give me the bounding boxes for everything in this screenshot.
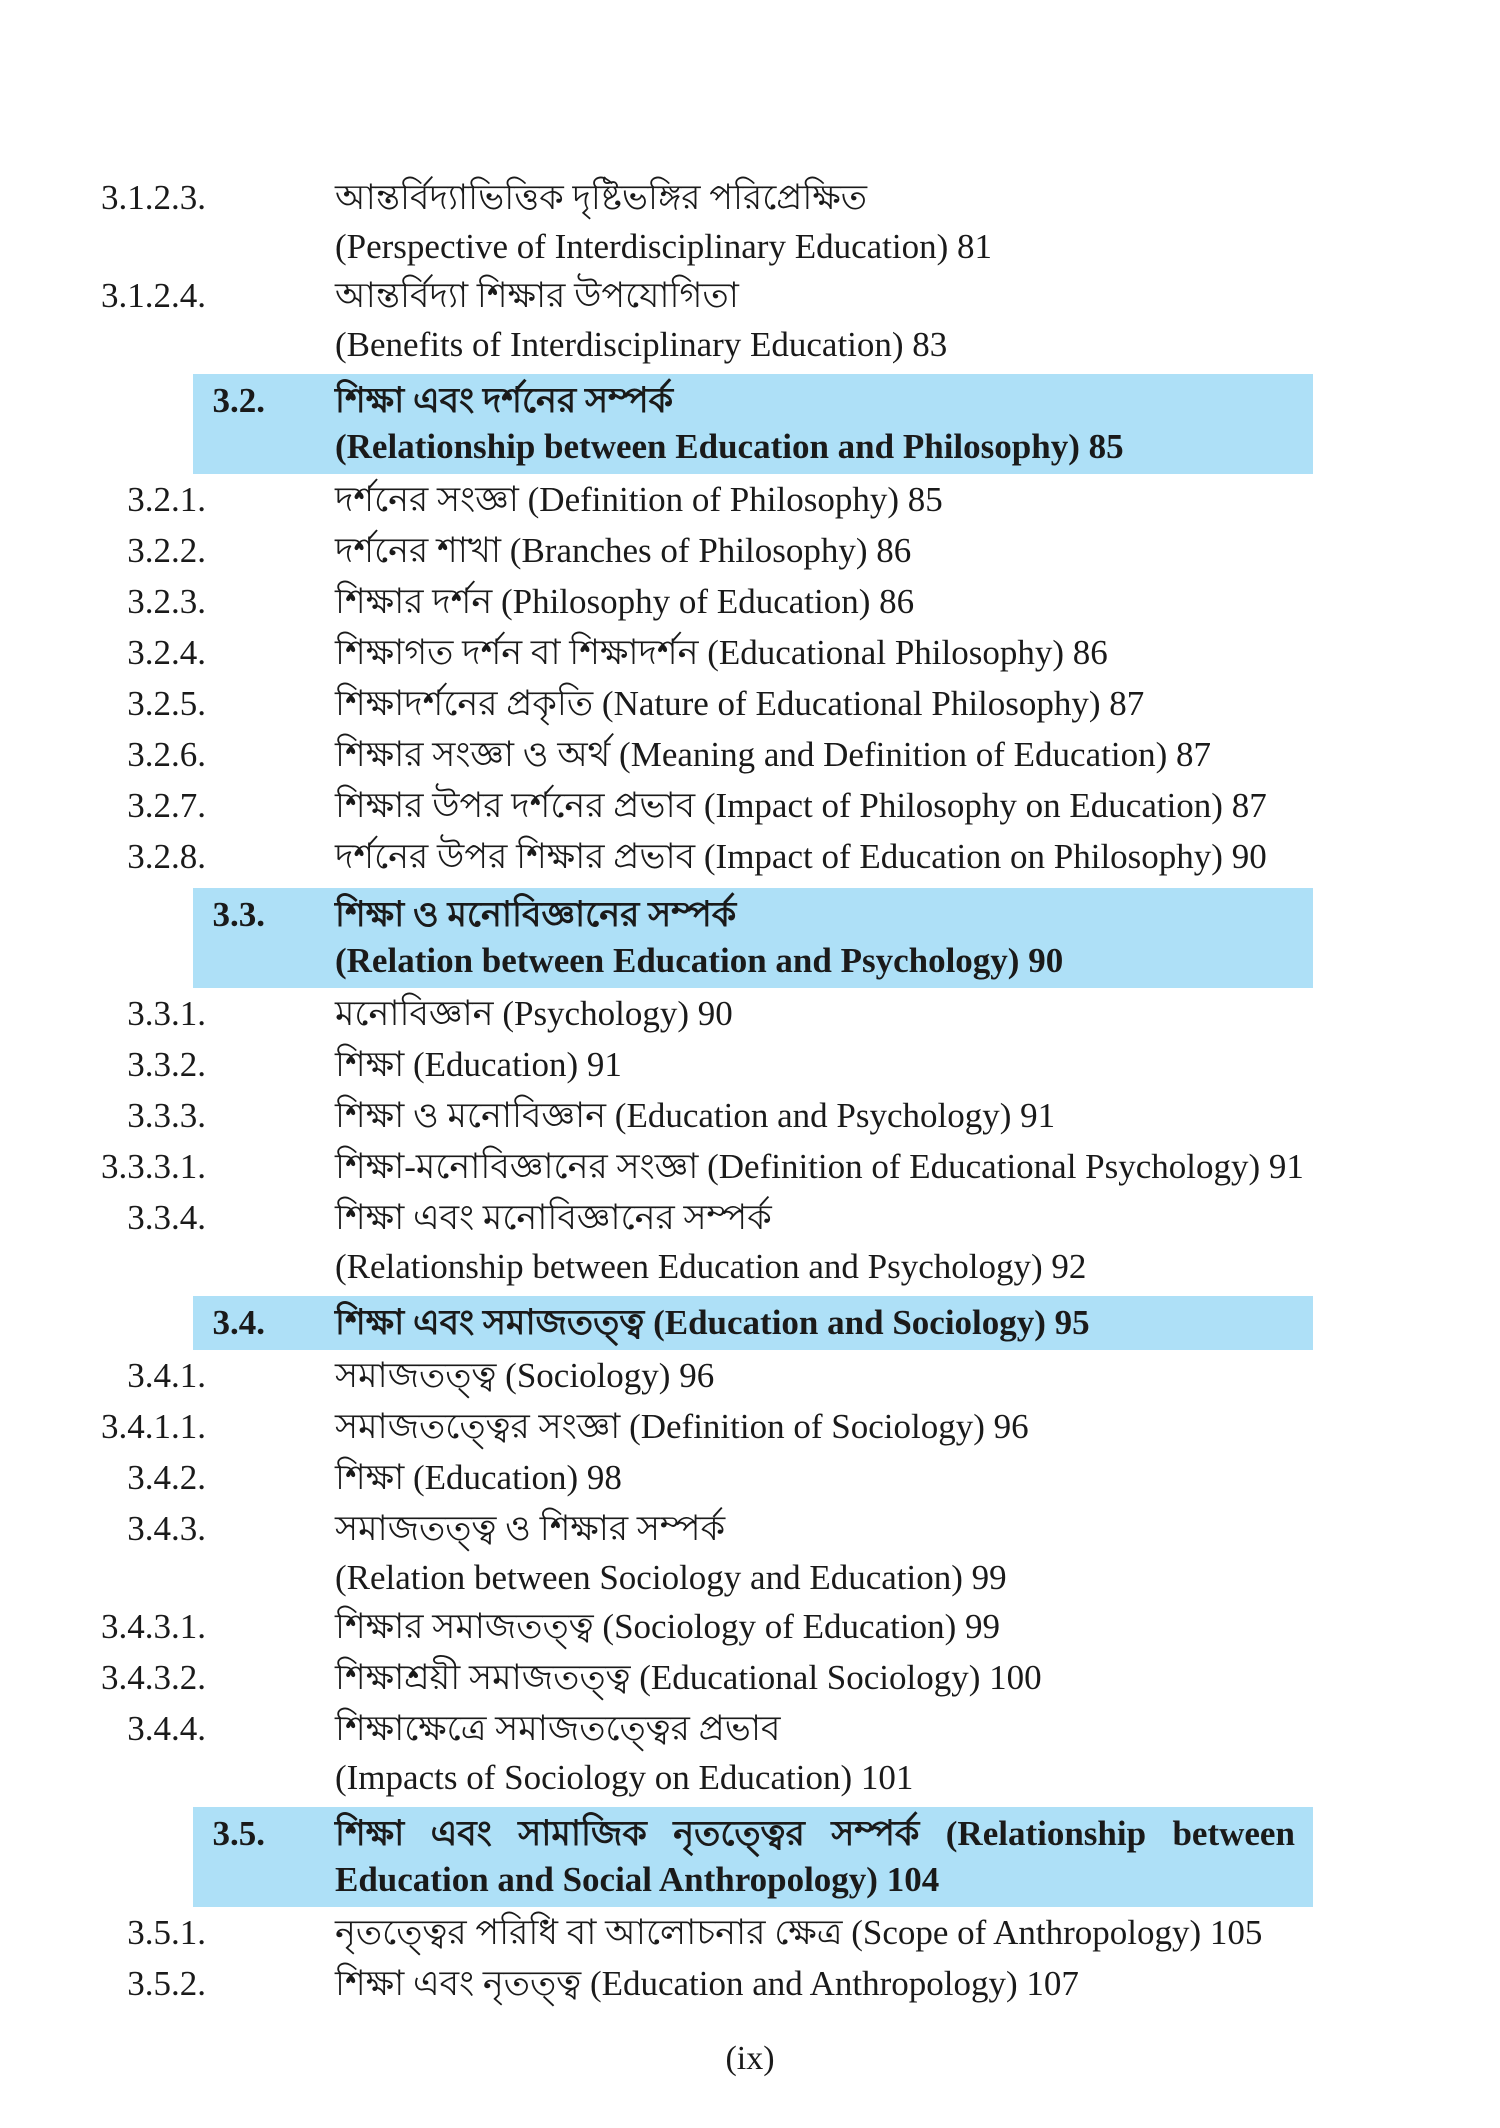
section-number: 3.5. [212,1814,265,1853]
entry-number: 3.2.7. [127,786,206,825]
toc-entry [127,576,1313,627]
entry-number: 3.1.2.3. [101,178,206,217]
toc-entry [101,1652,1313,1703]
entry-number: 3.3.1. [127,994,206,1033]
entry-title: (Benefits of Interdisciplinary Education) 83 [335,325,948,364]
entry-title: নৃতত্ত্বের পরিধি বা আলোচনার ক্ষেত্র (Scope of Anthropology) 105 [335,1913,1263,1952]
section-title-word: between [1172,1814,1295,1853]
entry-number: 3.4.1.1. [101,1407,206,1446]
toc-entry [127,1090,1313,1141]
toc-entry [127,1192,1313,1243]
entry-number: 3.5.2. [127,1964,206,2003]
toc-entry [127,780,1313,831]
entry-title: (Perspective of Interdisciplinary Education) 81 [335,227,993,266]
toc-entry [127,729,1313,780]
entry-title: শিক্ষার দর্শন (Philosophy of Education) 86 [335,582,915,621]
entry-title: শিক্ষা এবং মনোবিজ্ঞানের সম্পর্ক [335,1198,772,1237]
toc-entry-continuation [193,321,1313,368]
entry-title: (Relationship between Education and Psychology) 92 [335,1247,1087,1286]
entry-number: 3.2.2. [127,531,206,570]
section-number: 3.2. [212,381,265,420]
section-title-word: সম্পর্ক [831,1814,920,1853]
entry-number: 3.4.4. [127,1709,206,1748]
entry-number: 3.2.6. [127,735,206,774]
toc-entry [127,525,1313,576]
toc-entry [127,1703,1313,1754]
toc-entry [101,172,1313,223]
section-heading-3-3 [193,888,1313,988]
section-title-word: এবং [430,1814,492,1853]
section-title: Education and Social Anthropology) 104 [335,1860,940,1899]
section-title: শিক্ষা ও মনোবিজ্ঞানের সম্পর্ক [335,895,737,934]
entry-title: শিক্ষার উপর দর্শনের প্রভাব (Impact of Philosophy on Education) 87 [335,786,1267,825]
toc-entry-continuation [193,1243,1313,1290]
entry-title: শিক্ষা (Education) 91 [335,1045,622,1084]
entry-number: 3.2.8. [127,837,206,876]
entry-number: 3.3.2. [127,1045,206,1084]
section-number: 3.4. [212,1303,265,1342]
entry-number: 3.4.3.1. [101,1607,206,1646]
toc-entry-continuation [193,1754,1313,1801]
section-title-word: নৃতত্ত্বের [673,1814,805,1853]
section-title [335,1811,1295,1857]
entry-title: সমাজতত্ত্বের সংজ্ঞা (Definition of Sociology) 96 [335,1407,1029,1446]
section-title: (Relation between Education and Psychology) 90 [335,941,1064,980]
toc-entry [127,1907,1313,1958]
section-number: 3.3. [212,895,265,934]
entry-title: দর্শনের উপর শিক্ষার প্রভাব (Impact of Education on Philosophy) 90 [335,837,1267,876]
entry-title: শিক্ষাদর্শনের প্রকৃতি (Nature of Educational Philosophy) 87 [335,684,1145,723]
entry-number: 3.2.5. [127,684,206,723]
entry-title: শিক্ষা-মনোবিজ্ঞানের সংজ্ঞা (Definition of Educational Psychology) 91 [335,1147,1304,1186]
entry-number: 3.3.4. [127,1198,206,1237]
entry-title: শিক্ষা এবং নৃতত্ত্ব (Education and Anthropology) 107 [335,1964,1079,2003]
section-title-word: শিক্ষা [335,1814,405,1853]
entry-number: 3.4.1. [127,1356,206,1395]
section-heading-3-4 [193,1296,1313,1350]
entry-title: সমাজতত্ত্ব (Sociology) 96 [335,1356,715,1395]
section-title: শিক্ষা এবং দর্শনের সম্পর্ক [335,381,674,420]
section-heading-3-5 [193,1807,1313,1907]
entry-title: শিক্ষার সমাজতত্ত্ব (Sociology of Education) 99 [335,1607,1000,1646]
entry-number: 3.3.3.1. [101,1147,206,1186]
entry-number: 3.2.1. [127,480,206,519]
toc-entry [127,627,1313,678]
toc-entry [127,1503,1313,1554]
entry-title: শিক্ষা ও মনোবিজ্ঞান (Education and Psychology) 91 [335,1096,1056,1135]
toc-entry [101,1141,1313,1192]
entry-title: (Relation between Sociology and Education) 99 [335,1558,1007,1597]
entry-number: 3.3.3. [127,1096,206,1135]
entry-number: 3.2.4. [127,633,206,672]
entry-title: মনোবিজ্ঞান (Psychology) 90 [335,994,733,1033]
entry-title: আন্তর্বিদ্যা শিক্ষার উপযোগিতা [335,276,739,315]
toc-entry [127,1452,1313,1503]
toc-entry [127,1039,1313,1090]
toc-entry [127,831,1313,882]
toc-entry [127,988,1313,1039]
entry-title: দর্শনের সংজ্ঞা (Definition of Philosophy) 85 [335,480,943,519]
toc-entry-continuation [193,1554,1313,1601]
entry-number: 3.4.2. [127,1458,206,1497]
toc-entry [101,1601,1313,1652]
entry-number: 3.5.1. [127,1913,206,1952]
entry-title: সমাজতত্ত্ব ও শিক্ষার সম্পর্ক [335,1509,726,1548]
entry-title: শিক্ষাশ্রয়ী সমাজতত্ত্ব (Educational Sociology) 100 [335,1658,1042,1697]
table-of-contents [101,172,1313,2009]
entry-title: শিক্ষা (Education) 98 [335,1458,622,1497]
section-title-word: (Relationship [945,1814,1147,1853]
entry-title: আন্তর্বিদ্যাভিত্তিক দৃষ্টিভঙ্গির পরিপ্রেক্ষিত [335,178,868,217]
entry-title: দর্শনের শাখা (Branches of Philosophy) 86 [335,531,912,570]
toc-entry-continuation [193,223,1313,270]
toc-entry [101,1401,1313,1452]
section-title-word: সামাজিক [518,1814,647,1853]
entry-number: 3.1.2.4. [101,276,206,315]
toc-entry [127,474,1313,525]
toc-entry [127,1958,1313,2009]
page-number: (ix) [725,2040,775,2077]
entry-title: শিক্ষাক্ষেত্রে সমাজতত্ত্বের প্রভাব [335,1709,781,1748]
toc-entry [127,678,1313,729]
section-heading-3-2 [193,374,1313,474]
entry-title: শিক্ষাগত দর্শন বা শিক্ষাদর্শন (Educational Philosophy) 86 [335,633,1108,672]
entry-number: 3.2.3. [127,582,206,621]
section-title: শিক্ষা এবং সমাজতত্ত্ব (Education and Sociology) 95 [335,1303,1090,1342]
entry-number: 3.4.3.2. [101,1658,206,1697]
toc-entry [101,270,1313,321]
section-title: (Relationship between Education and Philosophy) 85 [335,427,1124,466]
entry-number: 3.4.3. [127,1509,206,1548]
entry-title: শিক্ষার সংজ্ঞা ও অর্থ (Meaning and Definition of Education) 87 [335,735,1211,774]
toc-entry [127,1350,1313,1401]
entry-title: (Impacts of Sociology on Education) 101 [335,1758,914,1797]
